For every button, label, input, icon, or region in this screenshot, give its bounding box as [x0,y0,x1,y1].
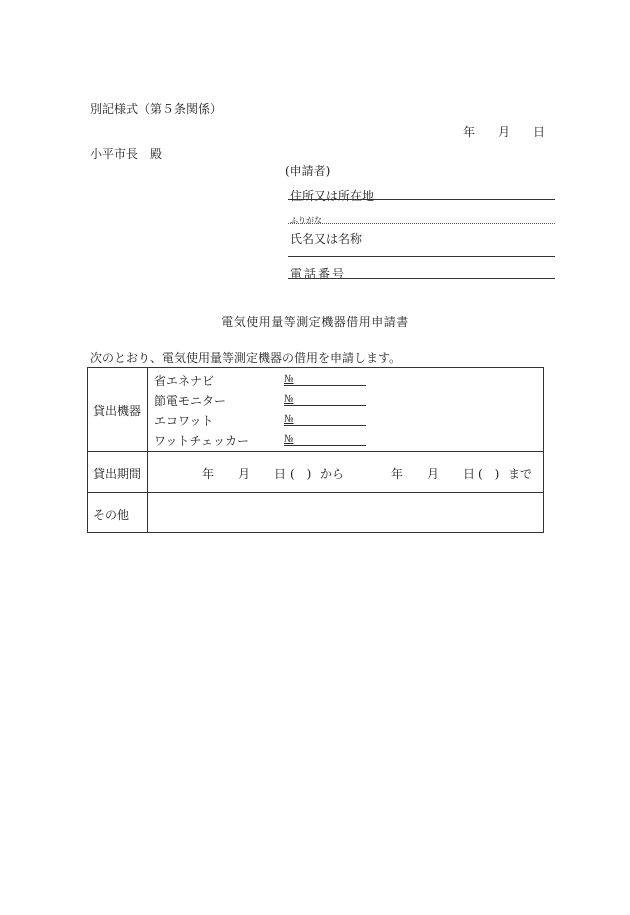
device-no-label: № [284,414,294,425]
device-header: 貸出機器 [93,404,142,418]
period-start-year: 年 [202,467,215,481]
device-no-label: № [284,434,294,445]
form-number: 別記様式（第５条関係） [90,102,223,116]
date-day-label: 日 [533,125,546,139]
furigana-dotted-line[interactable] [288,223,555,224]
table-divider-2 [87,492,544,493]
period-start-day: 日 [274,467,287,481]
period-end-weekday[interactable]: ( ) [478,467,500,481]
period-end-month: 月 [427,467,440,481]
addressee: 小平市長 殿 [90,147,163,161]
furigana-label: ふりがな [290,216,322,225]
device-no-field[interactable] [284,425,366,426]
period-until: まで [508,467,533,481]
address-label: 住所又は所在地 [290,189,375,203]
device-no-field[interactable] [284,445,366,446]
phone-underline[interactable] [288,278,555,279]
intro-text: 次のとおり、電気使用量等測定機器の借用を申請します。 [90,351,402,365]
table-border-right [543,367,544,533]
device-no-field[interactable] [284,385,366,386]
device-name: 省エネナビ [154,374,215,388]
date-year-label: 年 [463,125,476,139]
device-no-field[interactable] [284,405,366,406]
date-month-label: 月 [498,125,511,139]
device-no-label: № [284,374,294,385]
name-underline[interactable] [288,256,555,257]
period-header: 貸出期間 [93,467,142,481]
other-field[interactable] [150,495,540,530]
device-name: ワットチェッカー [154,434,250,448]
period-end-year: 年 [391,467,404,481]
device-name: 節電モニター [154,394,227,408]
other-header: その他 [93,508,130,522]
address-underline[interactable] [288,199,555,200]
table-border-left [87,367,88,533]
period-start-weekday[interactable]: ( ) [290,467,312,481]
table-column-divider [147,367,148,533]
applicant-heading: (申請者) [285,164,331,178]
name-label: 氏名又は名称 [290,232,363,246]
period-start-month: 月 [238,467,251,481]
table-border-top [87,367,544,368]
period-end-day: 日 [463,467,476,481]
device-name: エコワット [154,414,214,428]
document-title: 電気使用量等測定機器借用申請書 [221,315,409,329]
table-divider-1 [87,451,544,452]
period-from: から [320,467,345,481]
device-no-label: № [284,394,294,405]
phone-label: 電話番号 [290,267,347,281]
table-border-bottom [87,532,544,533]
